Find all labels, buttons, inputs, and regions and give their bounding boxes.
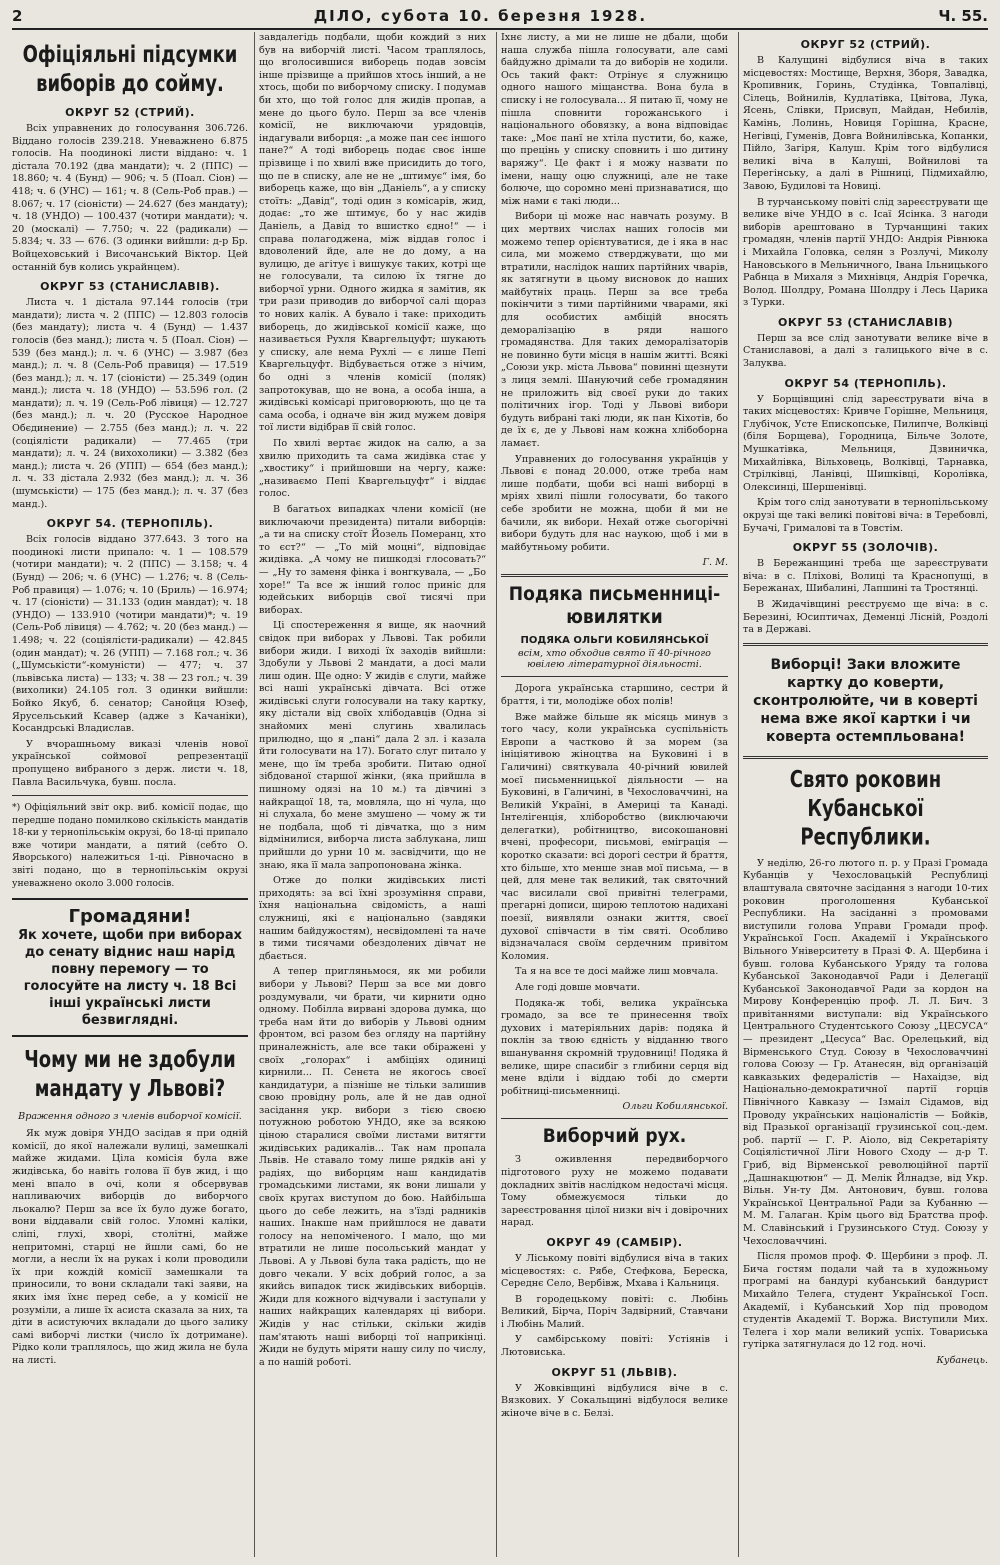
divider [501, 676, 728, 677]
district-49-text: У Ліському повіті відбулися віча в таких місцевостях: с. Рябе, Стефкова, Береска, Середнє Село, Вербівж, Мхава і Кальниця. [501, 1252, 728, 1290]
district-51-heading: ОКРУГ 51 (ЛЬВІВ). [551, 1365, 678, 1379]
headline-election-movement: Виборчий рух. [542, 1125, 687, 1148]
article-continuation: завдалегідь подбали, щоби кождий з них був на виборчій листі. Часом траплялось, що вголосившися виборець подав зовсім інше прізвище а прийшов хтось інший, а не хтось, щоби по виборчому списку. І подумав би хто, що той голос для жидів пропав, а мене до цього було. Перш за все членів комісії, не виключаючи урядовців, індагували виборця: „а може пан сеє іншого пане?“ А тоді виборець подає своє інше прізвище і по хвилі вже присидить до того, що пе в списку, але не не „штимує“ імя, бо виборець каже, що він „Даніель“, а у спискy стоїть: „Давід“, тоді один з комісарів, жид, додає: „то же штимує, бо у нас жидів Даніель, а Давід то вшистко єдно!“ — і справа полагоджена, між віддав голос і вдоволений йде, але не до дому, а на вулицю, де агітує і вишукує таких, котрі ще не голосували, та силою їх тягне до виборчої урни. Одного жидка я замітив, як три рази приводив до виборчої салі щораз то нових калік. А бувало і таке: приходить виборець, до жидівської комісії каже, що називається Рухля Кваргельцуфт; шукають у списку, але нема Рухлі — є лише Пепі Кваргельцуфт. Відбувається отже з нічим, бо одні з членів комісії (поляк) запротокував, що не вона, а особа інша, а жидівські комісарі приговорюють, що це та сама особа, і одначе він жид мужем довіря тої листи відібрав її свій голос. [259, 32, 486, 434]
article-paragraph: А тепер пригляньмося, як ми робили вибори у Львові? Перш за все ми довго роздумували, чи брати, чи кирнити одно одному. Побілла вирвані здорова думка, що треба нам йти до виборів у Львові одним фронтом, всі разом без огляду на партійну приналежність, але все таки обіражені у своїх „голорах“ і амбіціях одиниці кирнили... П. Сенєта не якогось своєї кандидатури, а пізніше не тільки залишив свою провідну роль, але й не дав одної засідання укр. вибори з тією своєю потужною роботою УНДО, яке за всякою ціною старалися своїми листами витягти жидівських радикалів... Так нам пропала Львів. Не ставало тому лише рядків ані у радіях, що виборцям наш кандидатів громадськими листами, як вони лишали у своїх кругах виступом до бою. Найбільша цього до себе лежить, на з'їзді радників наших. Інакше нам прийшлося не давати голосу на непоміченого. І мало, що ми втратили не лише посольський мандат у Львові. А у Львові була така радість, що не довго чекали. У всіх добрий голос, а за якийсь випадок тиск жидівських виборців. Жиди для кожного відчували і заступали у наших найкращих календарях ці вибори. Жидів у нас стільки, скільки жидів пам'ятають наші виборці тої наприкінці. Жиди не будуть міряти нашу силу по числу, а по нашій роботі. [259, 966, 486, 1368]
district-55-heading: ОКРУГ 55 (ЗОЛОЧІВ). [792, 541, 939, 555]
article-paragraph: Управнених до голосування українців у Львові є понад 20.000, отже треба нам лише подбати, щоби всі наші виборці в мріях хвилі пішли голосувати, бо такого себе зробити не можна, щоби й ми не бачили, як вибори. Нехай отже сьогорічні вибори будуть для нас наукою, щоб і ми в майбутньому робити. [501, 453, 728, 553]
thanks-paragraph: Вже майже більше як місяць минув з того часу, коли українська суспільність Европи а частково й за морем (за ініціятивою жіноцтва на Буковині і в Галичині) святкувала 40-річний ювилей моєї письменницької діяльности — на Буковині, в Галичині, в Чехословаччині, на Великій Україні, в Америці та Канаді. Інтелігенція, хліборобство (виключаючи делегатки), робітництво, високошановні вчені, професори, письмові, еміграція — коротко сказати: всі дорогі сестри й браття, хто більше, хто менше знав мої письма, — в цей, для мене так великий, так святочний час висилали свої привітні телеграми, прегарні дописи, щирою теплотою надихані поезії, виявляли ознаки життя, своєї духової співчасти в тім святі. Особливо відзначалася своїм сердечним привітом Коломия. [501, 711, 728, 962]
district-54-text: У Борщівщині слід зареєструвати віча в таких місцевостях: Кривче Горішне, Мельниця, Глубічок, Усте Епископське, Пилипче, Волківці (біля Борщева), Городница, Більче Золоте, Мушкатівка, Мельниця, Дзвиничка, Михайлівка, Вільховець, Волківці, Тарнавка, Стрілківці, Ланівці, Шишківці, Королівка, Олексинці, Шершенівці. [743, 393, 988, 493]
district-51-text: У Жовківщині відбулися віче в с. Вязкових. У Сокальщині відбулося велике жіноче віче в с. Белзі. [501, 1382, 728, 1419]
article-paragraph: Отже до полки жидівських листі приходять: за всі їхні зрозуміння справи, їхня національна свідомість, а наші служниці, які є національно (завдяки нашим байдужостям), несвідомлені та наче в тими тисячами обездолених дівчат не дбається. [259, 875, 486, 962]
district-53-heading: ОКРУГ 53 (СТАНИСЛАВІВ) [777, 315, 953, 329]
appeal-text: Як хочете, щоби при виборах до сенату віднис наш нарід повну перемогу — то голосуйте на листу ч. 18 Всі інші українські листи безвиглядні. [18, 928, 242, 1029]
appeal-box [12, 898, 248, 1037]
election-movement-intro: З оживлення передвиборчого підготового руху не можемо подавати докладних звітів наслідком недостачі місця. Тому обмежуємося тільки до зареєстровання цілої низки віч і довірочних нарад. [501, 1154, 728, 1229]
author-signature: Г. М. [702, 557, 728, 569]
masthead [12, 4, 988, 30]
district-52-heading: ОКРУГ 52 (СТРИЙ). [800, 38, 931, 51]
article-continuation: Іхнє листу, а ми не лише не дбали, щоби наша служба пішла голосувати, але самі байдужно дрімали та до виборів не ходили. Ось такий факт: Отрінує я служницю одного нашого міщанства. Вона була в спискy і не голосувала... Я питаю її, чому не пішла сповнити горожанського і національного обовязку, а вона відповідає таке: „Моє панї не хтіла пустити, бо, каже, що прецінь у спискy сповнить і шо дитину варяжу“. Це факт і я можу назвати по імени, нащу оцю служниці, але не таке болюче, що соромно мені признаватися, що між нами є такі люди... [501, 32, 728, 207]
district-53-results: Листа ч. 1 дістала 97.144 голосів (три мандати); листа ч. 2 (ППС) — 12.803 голосів (без мандату); листа ч. 4 (Бунд) — 1.437 голосів (без манд.); листа ч. 5 (Поал. Сіон) — 539 (без манд.); л. ч. 6 (УНС) — 3.987 (без манд.); л. ч. 8 (Сель-Роб правиця) — 17.519 (без манд.); л. ч. 17 (сіоністи) — 25.349 (один манд.); листа ч. 18 (УНДО) — 53.596 гол. (2 мандати); л. ч. 19 (Сель-Роб лівиця) — 12.727 (без манд.); л. ч. 20 (Русское Народное Обєдинение) — 2.755 (без манд.); л. ч. 22 (соціялісти радикали) — 77.465 (три мандати); л. ч. 24 (вихохолики) — 3.382 (без манд.); листа ч. 26 (УПП) — 654 (без манд.); л. ч. 33 дістала 2.932 (без манд.); л. ч. 36 (шумськісти) — 175 (без манд.); л. ч. 37 (без манд.). [12, 297, 248, 510]
district-53-heading: ОКРУГ 53 (СТАНИСЛАВІВ). [40, 280, 220, 294]
article-paragraph: Ці спостереження я вище, як наочний свідок при виборах у Львові. Так робили вибори жиди. І виході їх заходів вийшли: Здобули у Львові 2 мандати, а досі мали лиш один. Ще одно: У жидів є слуги, майже всі наші українські дівчата. Всі отже жидівські слуги голосували на таку картку, яку дістали від своїх хлібодавців (Одна зі знайомих мені слугинь хвалилась прилюдно, що я „пані“ дала 2 зл. і казала йти голосувати на 17). Богато слуг питало у мене, що їм треба зробити. Питаю одної зібдованої старшої жінки, (яка прийшла в пишному одязі на 10 м.) та дівчині з найкращої 18, та, мовляла, що ні чула, що ні слухала, бо мене змушено — чому ж ти не подбала, щоб ті дівчатка, що з ним відмінилися, виборча листа заблукана, лиш прийшли до урни 10 м. засвідчити, що не знаю, яка її мала запропонована жінка. [259, 620, 486, 871]
author-signature: Кубанець. [936, 1354, 988, 1366]
appeal-title: Громадяни! [68, 906, 192, 928]
page-number: 2 [12, 7, 23, 25]
headline-election-results: Офіціяльні підсумки виборів до сойму. [22, 40, 238, 97]
article-paragraph: В багатьох випадках члени комісії (не виключаючи президента) питали виборців: „а ти на спискy стоїт Йозель Померанц, хто то єст?“ — „То мій моцні“, відповідає жидівка. „А чому не пишкодзі глосовать?“ — „Ну то заменя фінка і вонгкувала, — „Бо хоре!“ Та все ж інший голос приніс для юдейських виборців свої тисячі при виборах. [259, 503, 486, 616]
thanks-subheading: ПОДЯКА ОЛЬГИ КОБИЛЯНСЬКОЇ [520, 635, 709, 647]
newspaper-title-date: ДІЛО, субота 10. березня 1928. [313, 7, 648, 25]
district-49-heading: ОКРУГ 49 (САМБІР). [546, 1235, 683, 1249]
district-55-text: В Жидачівщині реєструємо ще віча: в с. Березині, Юсиптичах, Деменці Лісній, Роздолі та в Державі. [743, 598, 988, 636]
district-54-text: Крім того слід занотувати в тернопільському окрузі ще такі великі повітові віча: в Теребовлі, Бучачі, Грималові та в Товстім. [743, 497, 988, 534]
thanks-paragraph: Подяка-ж тобі, велика українська громадо, за все те принесення твоїх духових і матеріяльних дарів: подяка й поклін за твою єдність у відданню твого вшанування скромній трудовниці! Подяка й велике, щире спасибіг з глибини серця від мене вділи і віддаю тобі до смерти робітниці-письменниці. [501, 997, 728, 1097]
district-52-heading: ОКРУГ 52 (СТРИЙ). [65, 106, 195, 119]
thanks-paragraph: Та я на все те досі майже лиш мовчала. [515, 966, 719, 978]
article-text: Як муж довіря УНДО засідав я при одній комісії, до якої належали вулиці, замешкалі майже жидами. Ціла комісія була вже жидівська, бо навіть голова її був жид, і що мені впало в очі, коли я обсервував напливаючих виборців до виборчого льокалю? Перш за все їх було дуже богато, вони віддавали свій голос. Уломні каліки, сліпі, глухі, хворі, столітні, майже непритомні, старці не йшли самі, бо не могли, а несли їх на руках і коли проводили їх при кождій комісії замешкали та приносили, то вони складали такі заяви, на яких імя їхнє перед себе, а у комісії не розуміли, а лише їх асиста сказала за них, та діти в асистуючих вкладали до цього залику самі виборчі листки (число їх дотримане). Рідко коли траплялось, що жид жила не була на листі. [12, 1128, 248, 1366]
issue-number: Ч. 55. [938, 7, 988, 25]
district-54-correction: У вчорашньому виказі членів нової української соймової репрезентації пропущено вибраного з держ. листи ч. 18, Павла Васильчука, бувш. посла. [12, 738, 248, 788]
district-54-results: Всіх голосів віддано 377.643. З того на поодинокі листи припало: ч. 1 — 108.579 (чотири мандати); ч. 2 (ППС) — 3.158; ч. 4 (Бунд) — 206; ч. 6 (УНС) — 1.276; ч. 8 (Сель-Роб правиця) — 1.076; ч. 10 (Бриль) — 16.974; ч. 17 (сіоністи) — 31.133 (один мандат); ч. 18 (УНДО) — 133.910 (чотири мандати)*; ч. 19 (Сель-Роб лівиця) — 4.762; ч. 20 (без манд.) — 1.498; ч. 22 (соціялісти-радикали) — 42.845 (один мандат); ч. 26 (УПП) — 7.168 гол.; ч. 36 („Шумськісти“-комуністи) — 477; ч. 37 (львівська листа) — 133; ч. 38 — 23 гол.; ч. 39 (вихолики) 24.105 гол. З одинки вийшли: Бойко Якуб, б. сенатор; Санойця Юзеф, Ярусельський Ксавер (адже з Качаніки), Косандрські Владислав. [12, 534, 248, 735]
divider [12, 795, 248, 796]
divider [501, 1118, 728, 1119]
headline-thanks: Подяка письменниці-ювилятки [508, 583, 721, 629]
footnote: *) Офіціяльний звіт окр. виб. комісії подає, що передше подано помилково скількість мандатів 18-ки у тернопільськім окрузі, бо 18-ці припало вже чотири мандати, а пятий (себто О. Яворського) належиться 1-ці. Рівночасно в звіті подано, що в тернопільськім окрузі уневажнено около 3.000 голосів. [12, 802, 248, 889]
column-4 [738, 32, 988, 1557]
district-54-heading: ОКРУГ 54 (ТЕРНОПІЛЬ). [784, 376, 947, 390]
district-52-text: В Калущині відбулися віча в таких місцевостях: Мостище, Верхня, Зборя, Завадка, Кропивник, Горинь, Студінка, Товпалівці, Сілець, Войнилів, Кудлатівка, Цвітова, Лука, Ясень, Слівки, Присвуп, Майдан, Небилів, Камінь, Лолинь, Новиця Горішна, Красне, Негівці, Гуменів, Довга Войнилівська, Копанки, Пійло, Загіря, Калуш. Крім того відбулися великі віча в Калуші, Войнилові та Перегінську, а далі в Рішниці, Підмихайлю, Завою, Будилові та Новиці. [743, 55, 988, 192]
thanks-paragraph: Але годі довше мовчати. [515, 982, 641, 993]
kuban-paragraph: Після промов проф. Ф. Щербини з проф. Л. Бича гостям подали чай та в художньому програмі на бандурі кубанський бандурист Михайло Телега, студент Української Госп. Академії, і Кубанський Хор під проводом студентів Академії Т. Воржа. Виступили Мих. Телега і хор мали великий успіх. Товариська гутірка затягнулася до 12 год. ночі. [743, 1251, 988, 1351]
divider [501, 574, 728, 577]
divider [743, 643, 988, 646]
district-53-text: Перш за все слід занотувати велике віче в Станиславові, а далі з галицького віче в с. Залуква. [743, 332, 988, 370]
thanks-subtitle: всім, хто обходив свято її 40-річного ювілею літературної діяльності. [518, 648, 711, 671]
kuban-paragraph: У неділю, 26-го лютого п. р. у Празі Громада Кубанців у Чехословацькій Республиці влаштувала святочне засідання з нагоди 10-тих роковин проголошення Кубанської Республики. На засіданні з промовами виступили голова Управи Громади проф. Української Госп. Академії і Українського Вільного Університету в Празі Ф. А. Щербина і бувш. голова Кубанського Уряду та голова Кубанської Законодавчої Ради і Делегації Кубанської Законодавчої Ради за кордон на Мирову Конференцію проф. Л. Л. Бич. З привітаннями виступали: від Українського Центрального Студентського Союзу „ЦЕСУСА“ — президент „Цесуса“ Вас. Орелецький, від Вірменського Студ. Союзу в Чехословаччині голова Союзу — Гр. Атанесян, від організацій кавказьких федералістів — Нахаідзе, від Національно-демократичної партії горців Північного Кавказу — Ізмаіл Сідамов, від Проводу українських націоналістів — Бойків, від Празької організації грузинської соц.-дем. роб. партії — Г. Р. Аіоло, від Секретаріяту Соціялістичної Ліги Нового Сходу — д-р Т. Гриб, від Вірменської революційної партії „Дашнакцютюн“ — Д. Мелік Йлнадзе, від Укр. Вільн. Ун-ту Дм. Антонович, бувш. голова Української Центральної Ради за Кубанню — М. М. Галаган. Крім цього від Братства проф. М. Славінський і Грузинського Студ. Союзу у Чехословаччині. [743, 857, 988, 1247]
headline-lviv-mandate: Чому ми не здобули мандату у Львові? [24, 1045, 236, 1102]
district-52-results: Всіх управнених до голосування 306.726. Віддано голосів 239.218. Уневажнено 6.875 голосів. На поодинокі листи віддано: ч. 1 дістала 70.192 (два мандати); ч. 2 (ППС) — 18.860; ч. 4 (Бунд) — 906; ч. 5 (Поал. Сіон) — 418; ч. 6 (УНС) — 161; ч. 8 (Сель-Роб прав.) — 8.067; ч. 17 (сіоністи) — 24.627 (без мандату); ч. 18 (УНДО) — 100.437 (чотири мандати); ч. 20 (москалі) — 7.750; ч. 22 (радикали) — 5.834; ч. 33 — 676. (З одинки вийшли: д-р Бр. Войцеховський і Височанський Віктор. Цей останній був колись украйнцем). [12, 123, 248, 273]
district-55-text: В Бережанщині треба ще зареєструвати віча: в с. Пліхові, Волиці та Краснопущі, в Бережанах, Шибалині, Лапшині та Тростянці. [743, 558, 988, 595]
article-paragraph: По хвилі вертає жидок на салю, а за хвилю приходить та сама жидівка стає у „хвостику“ і прийшовши на чергу, каже: „називаємо Пепі Кваргельцуфт“ і віддає голос. [259, 438, 486, 500]
district-52-text: В турчанському повіті слід зареєструвати ще велике віче УНДО в с. Ісаї Ясінка. З нагоди виборів арештовано в Турчанщині таких громадян, членів партії УНДО: Андрія Рівнюка і Михайла Головка, селян з Розлучі, Миколу Нановського в Мельничного, Івана Ільницького Рабнца в Михаля з Михнівця, Андрія Горечка, Волод. Шолдру, Романа Шолдру і Лесь Царика з Турки. [743, 196, 988, 309]
column-1 [12, 32, 248, 1557]
headline-subtitle: Враження одного з членів виборчої комісії. [18, 1111, 242, 1123]
footnote-block [12, 802, 248, 890]
district-54-heading: ОКРУГ 54. (ТЕРНОПІЛЬ). [46, 517, 214, 531]
column-3 [496, 32, 728, 1557]
article-paragraph: Вибори ці може нас навчать розуму. В цих мертвих числах наших голосів ми можемо тепер орієнтуватися, де і яка в нас сила, ми можемо стверджувати, що ми втратили, наслідок наших партійних чварів, як затягнути в цьому висновок до наших майбутніх праць. Перш за все треба покінчити з тими партійними чварами, які для особистих амбіцій вносять деморалізацію в ряди нашого громадянства. Для таких деморалізаторів не повинно бути місця в нашім житті. Всякі „Союзи укр. міста Львова“ повинні щезнути з лиця землі. Шануючий себе громадянин не приложить від своєї руки до таких політичних ігор. Тоді у Львові вибори будуть вибрані такі люди, як пан Кіхотів, бо де їх є, де у Львові нам кожна хлібоборна ламаєт. [501, 211, 728, 449]
headline-kuban: Свято роковин Кубанської Республики. [789, 765, 942, 851]
district-49-text: У самбірському повіті: Устіянів і Лютовиська. [501, 1334, 728, 1359]
author-signature: Ольги Кобилянської. [622, 1101, 728, 1113]
district-49-text: В городецькому повіті: с. Любінь Великий, Бірча, Поріч Задвірний, Ставчани і Любінь Малий. [501, 1293, 728, 1330]
voters-appeal: Виборці! Заки вложите картку до коверти, сконтролюйте, чи в коверті нема вже якої картки і чи коверта остемпльована! [753, 656, 978, 745]
thanks-paragraph: Дорога українська старшино, сестри й браття, і ти, молодіже обох полів! [501, 683, 728, 707]
divider [743, 756, 988, 759]
column-2 [254, 32, 486, 1557]
